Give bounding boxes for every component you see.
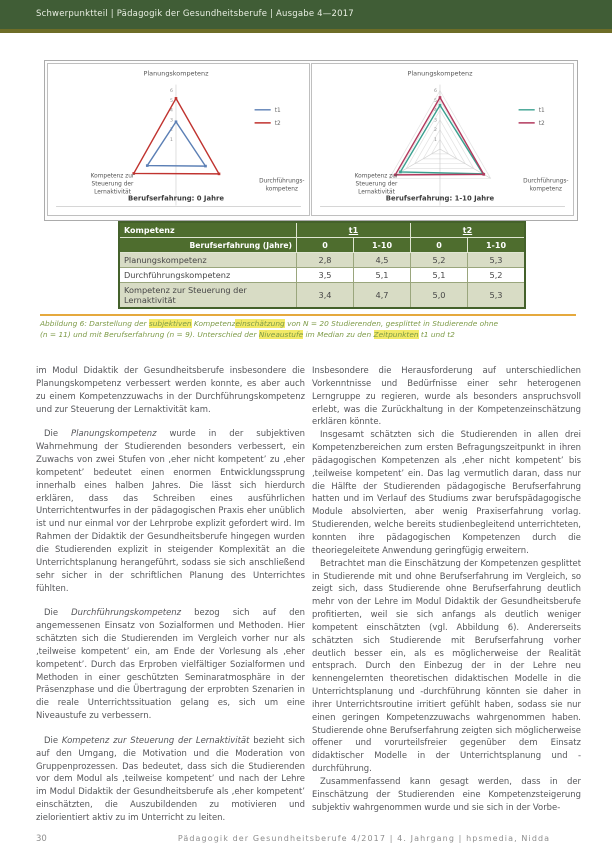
paragraph: Insgesamt schätzten sich die Studierenden in allen drei Kompetenzbereichen zum ersten Befragungszeitpunkt in ihren pädagogischen Kompetenzen als ‚eher nicht kompetent’ bis ‚teilweise kompetent’ ein. Das lag vermutlich daran, dass nur die Hälfte der Studierenden pädagogische Berufserfahrung hatten und im Verlauf des Studiums zwar berufspädagogische Module absolvierten, aber wenig Praxiserfahrung vorlag. Studierenden, welche bereits studienbegleitend unterrichteten, konnten ihre pädagogischen Kompetenzen durch die theoriegeleitete Anwendung geringfügig erweitern. bbox=[312, 429, 581, 555]
table-cell: 1-10 bbox=[354, 238, 411, 253]
svg-text:Planungskompetenz: Planungskompetenz bbox=[143, 69, 209, 78]
orange-divider bbox=[40, 314, 576, 316]
svg-text:3: 3 bbox=[434, 118, 437, 124]
svg-text:t1: t1 bbox=[274, 107, 281, 114]
body-left-column bbox=[36, 364, 305, 824]
table-cell: 3,4 bbox=[297, 283, 354, 309]
table-cell: 5,2 bbox=[468, 268, 526, 283]
competence-table-wrap bbox=[118, 221, 526, 309]
header-title: Schwerpunktteil | Pädagogik der Gesundheitsberufe | Ausgabe 4—2017 bbox=[36, 9, 354, 19]
table-cell: 3,5 bbox=[297, 268, 354, 283]
footer-journal: Pädagogik der Gesundheitsberufe 4/2017 | 4. Jahrgang | hpsmedia, Nidda bbox=[177, 834, 551, 843]
figure-caption bbox=[40, 319, 577, 340]
table-cell: 5,1 bbox=[411, 268, 468, 283]
svg-text:Planungskompetenz: Planungskompetenz bbox=[407, 69, 473, 78]
table-cell: Durchführungskompetenz bbox=[119, 268, 297, 283]
table-cell: Kompetenz bbox=[119, 222, 297, 238]
t2-label: t2 bbox=[462, 225, 473, 235]
table-cell: Berufserfahrung (Jahre) bbox=[119, 238, 297, 253]
table-cell: 4,5 bbox=[354, 253, 411, 268]
svg-text:Lernaktivität: Lernaktivität bbox=[358, 189, 395, 196]
table-cell: 5,3 bbox=[468, 253, 526, 268]
table-cell: 0 bbox=[297, 238, 354, 253]
svg-text:Berufserfahrung: 1-10 Jahre: Berufserfahrung: 1-10 Jahre bbox=[385, 194, 495, 203]
caption-line-2: (n = 11) und mit Berufserfahrung (n = 9). Unterschied der Niveaustufe im Median zu den Zeitpunkten t1 und t2 bbox=[40, 329, 455, 339]
caption-line-1: Abbildung 6: Darstellung der subjektiven Kompetenzeinschätzung von N = 20 Studierenden, gesplittet in Studierende ohne bbox=[40, 319, 499, 328]
paragraph: Zusammenfassend kann gesagt werden, dass in der Einschätzung der Studierenden eine Kompetenzsteigerung subjektiv wahrgenommen wurde und sie sich in der Vorbe- bbox=[312, 776, 581, 812]
table-header-row-1 bbox=[119, 222, 525, 238]
svg-text:Kompetenz zur: Kompetenz zur bbox=[354, 173, 399, 180]
svg-text:Berufserfahrung: 0 Jahre: Berufserfahrung: 0 Jahre bbox=[127, 194, 224, 203]
svg-text:6: 6 bbox=[434, 89, 437, 95]
table-cell: 4,7 bbox=[354, 283, 411, 309]
paragraph: Insbesondere die Herausforderung auf unterschiedlichen Vorkenntnisse und Bedürfnisse einer sehr heterogenen Lerngruppe zu regieren, wurde als besonders anspruchsvoll erlebt, was die Zurückhaltung in der Kompetenzeinschätzung erklären könnte. bbox=[312, 365, 581, 427]
svg-text:t2: t2 bbox=[274, 120, 281, 127]
svg-text:1: 1 bbox=[434, 137, 437, 143]
table-header-row-2 bbox=[119, 238, 525, 253]
radar-chart-0-jahre bbox=[48, 64, 309, 215]
svg-text:3: 3 bbox=[170, 118, 173, 124]
svg-text:kompetenz: kompetenz bbox=[265, 186, 298, 193]
header-divider-line bbox=[0, 29, 612, 33]
svg-text:kompetenz: kompetenz bbox=[529, 186, 562, 193]
table-cell: 0 bbox=[411, 238, 468, 253]
table-cell: 5,0 bbox=[411, 283, 468, 309]
svg-text:5: 5 bbox=[434, 99, 437, 105]
table-cell bbox=[411, 222, 526, 238]
t1-label: t1 bbox=[348, 225, 359, 235]
page-number: 30 bbox=[36, 834, 47, 844]
paragraph: Die Planungskompetenz wurde in der subjektiven Wahrnehmung der Studierenden besonders verbessert, ein Zuwachs von zwei Stufen von ‚eher nicht kompetent’ zu ‚eher kompetent’ bedeutet einen enormen Entwicklungssprung innerhalb eines halben Jahres. Die lässt sich hierdurch erklären, dass das Schreiben eines ausführlichen Unterrichtentwurfes in der pädagogischen Praxis eher unüblich ist und nur einmal vor der Lehrprobe explizit gefordert wird. Im Rahmen der Didaktik der Gesundheitsberufe hingegen wurden die Studierenden explizit in steigender Komplexität an die Unterrichtsplanung herangeführt, sodass sie sich anschließend sehr sicher in der schriftlichen Planung des Unterrichtes fühlten. bbox=[36, 428, 306, 593]
paragraph: Die Kompetenz zur Steuerung der Lernaktivität bezieht sich auf den Umgang, die Motivation und die Moderation von Gruppenprozessen. Das bedeutet, dass sich die Studierenden vor dem Modul als ‚teilweise kompetent’ und nach der Lehre im Modul Didaktik der Gesundheitsberufe als ‚eher kompetent’ einschätzten, die Auszubildenden zu motivieren und zielorientiert aktiv zu im Unterricht zu leiten. bbox=[36, 734, 306, 822]
radar-chart-box-0-jahre bbox=[47, 63, 310, 216]
svg-text:Kompetenz zur: Kompetenz zur bbox=[90, 173, 135, 180]
svg-text:Durchführungs-: Durchführungs- bbox=[259, 178, 305, 185]
svg-text:t1: t1 bbox=[538, 107, 545, 114]
table-cell: 5,3 bbox=[468, 283, 526, 309]
svg-text:4: 4 bbox=[434, 108, 437, 114]
svg-text:Steuerung der: Steuerung der bbox=[355, 181, 398, 188]
table-cell: 5,1 bbox=[354, 268, 411, 283]
svg-text:Durchführungs-: Durchführungs- bbox=[523, 178, 569, 185]
svg-text:6: 6 bbox=[170, 89, 173, 95]
table-cell bbox=[297, 222, 411, 238]
svg-text:t2: t2 bbox=[538, 120, 545, 127]
paragraph: im Modul Didaktik der Gesundheitsberufe insbesondere die Planungskompetenz verbessert werden konnte, es aber auch zu einem Kompetenzzuwachs in der Durchführungskompetenz und zur Steuerung der Lernaktivität kam. bbox=[36, 365, 305, 414]
paragraph: Betrachtet man die Einschätzung der Kompetenzen gesplittet in Studierende mit und ohne Berufserfahrung im Vergleich, so zeigt sich, dass Studierende ohne Berufserfahrung deutlich mehr von der Lehre im Modul Didaktik der Gesundheitsberufe profitierten, weil sie sich anfangs als deutlich weniger kompetent einschätzten (vgl. Abbildung 6). Andererseits schätzten sich Studierende mit Berufserfahrung vorher deutlich besser ein, als es möglicherweise der Realität entsprach. Durch den Einbezug der in der Lehre neu kennengelernten theoretischen didaktischen Modelle in die Unterrichtsplanung und -durchführung könnten sie daher in ihrer Unterrichtsroutine irritiert gefühlt haben, sodass sie nur einen geringen Kompetenzzuwachs wahrgenommen haben. Studierende ohne Berufserfahrung zeigten sich möglicherweise offener und vorurteilsfreier gegenüber dem Einsatz didaktischer Modelle in der Unterrichtsplanung und -durchführung. bbox=[312, 557, 581, 774]
svg-text:Lernaktivität: Lernaktivität bbox=[94, 189, 131, 196]
table-cell: 1-10 bbox=[468, 238, 526, 253]
table-cell: 5,2 bbox=[411, 253, 468, 268]
radar-chart-1-10-jahre bbox=[312, 64, 573, 215]
table-cell: 2,8 bbox=[297, 253, 354, 268]
body-right-column bbox=[312, 364, 581, 814]
table-row bbox=[119, 268, 525, 283]
figure-radar-charts bbox=[44, 60, 578, 221]
svg-text:2: 2 bbox=[434, 128, 437, 134]
paragraph: Die Durchführungskompetenz bezog sich auf den angemessenen Einsatz von Sozialformen und Methoden. Hier schätzten sich die Studierenden im Vergleich vorher nur als ‚teilweise kompetent’ ein, am Ende der Vorlesung als ‚eher kompetent’. Durch das Erproben vielfältiger Sozialformen und Methoden in einer geschützten Seminaratmosphäre in der Präsenzphase und die Übertragung der erprobten Szenarien in die reale Unterrichtssituation gelang es, sich um eine Niveaustufe zu verbessern. bbox=[36, 607, 305, 721]
table-row bbox=[119, 283, 525, 309]
table-cell: Kompetenz zur Steuerung der Lernaktivität bbox=[119, 283, 297, 309]
table-cell: Planungskompetenz bbox=[119, 253, 297, 268]
svg-text:5: 5 bbox=[170, 99, 173, 105]
radar-chart-box-1-10-jahre bbox=[311, 63, 574, 216]
svg-text:Steuerung der: Steuerung der bbox=[91, 181, 134, 188]
svg-text:2: 2 bbox=[170, 128, 173, 134]
competence-table bbox=[118, 221, 526, 309]
svg-text:1: 1 bbox=[170, 137, 173, 143]
svg-text:4: 4 bbox=[170, 108, 173, 114]
table-row bbox=[119, 253, 525, 268]
